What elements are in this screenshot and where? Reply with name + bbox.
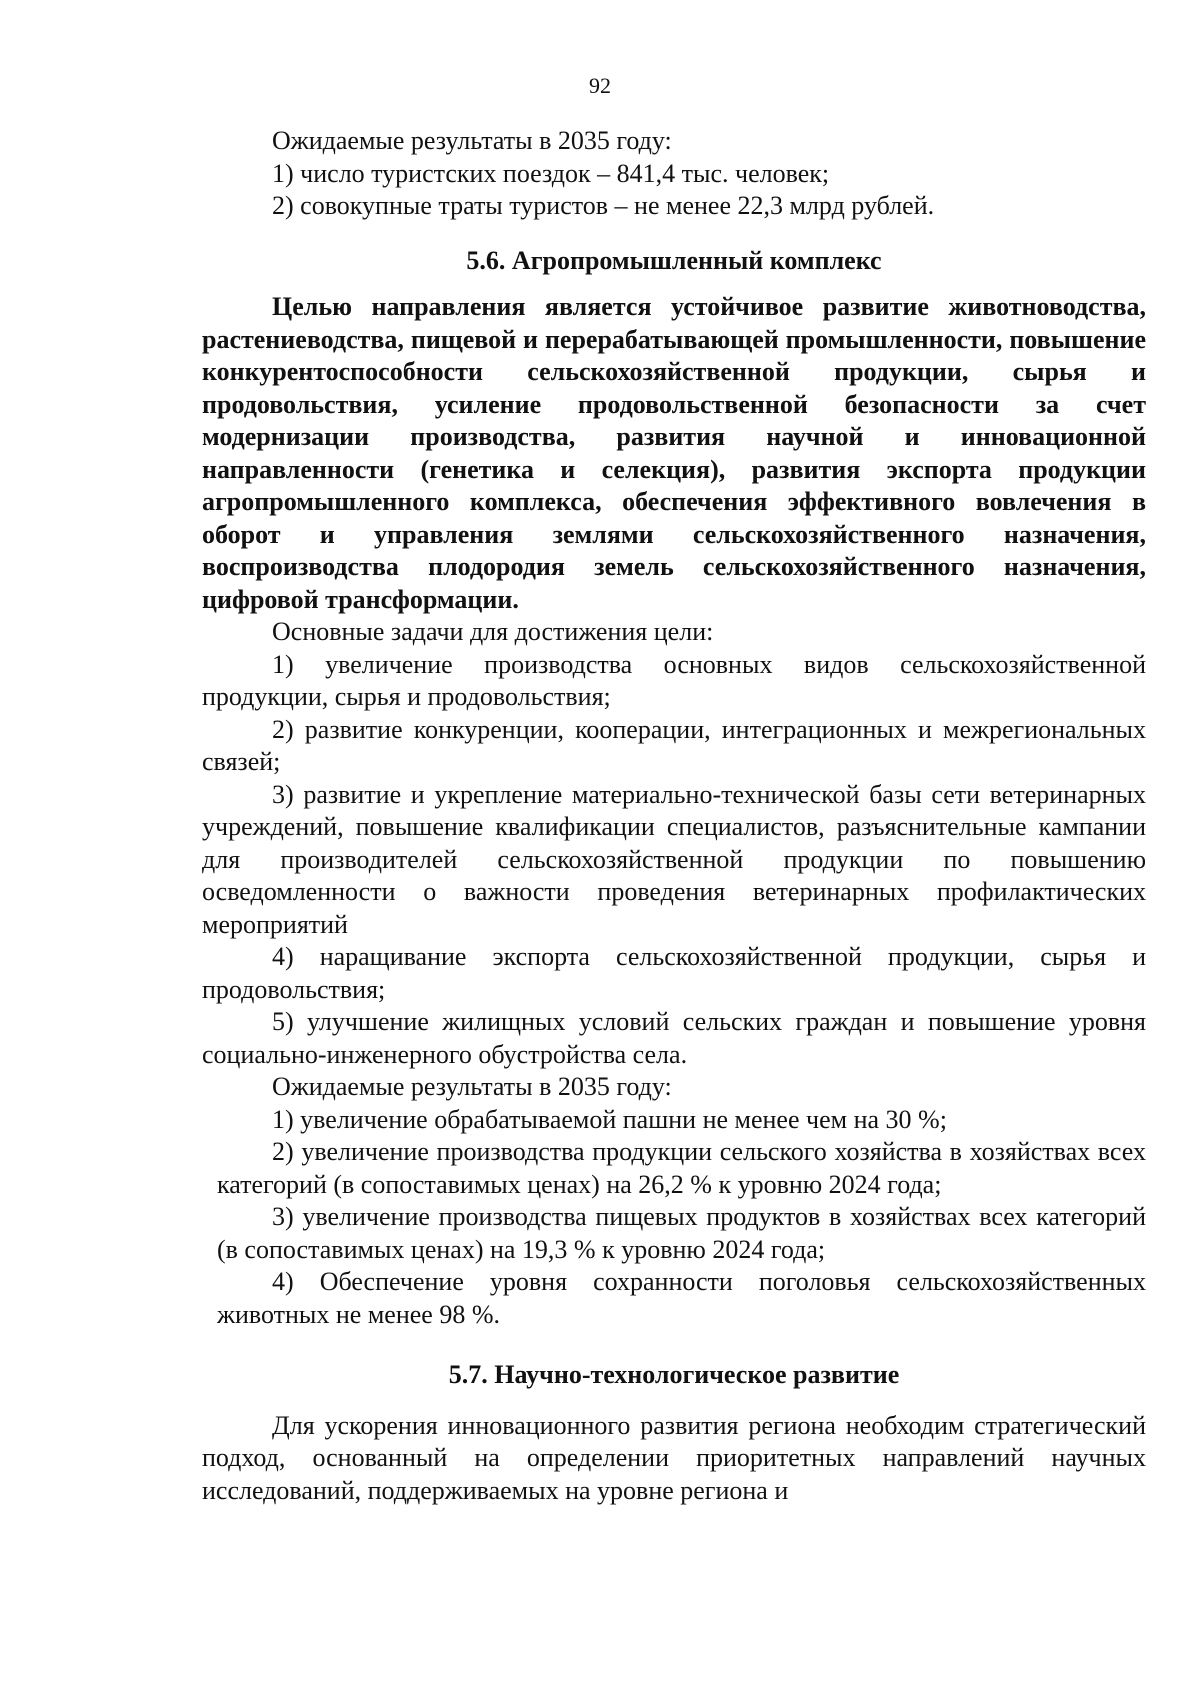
- tasks-title: Основные задачи для достижения цели:: [272, 617, 714, 646]
- list-item: 2) увеличение производства продукции сельского хозяйства в хозяйствах всех категорий (в сопоставимых ценах) на 26,2 % к уровню 2024 года;: [217, 1137, 1146, 1199]
- section-heading-science: 5.7. Научно-технологическое развитие: [448, 1360, 900, 1389]
- list-item: 3) увеличение производства пищевых продуктов в хозяйствах всех категорий (в сопоставимых ценах) на 19,3 % к уровню 2024 года;: [217, 1202, 1146, 1264]
- document-body: [202, 125, 1146, 1507]
- science-intro-paragraph: Для ускорения инновационного развития региона необходим стратегический подход, основанный на определении приоритетных направлений научных исследований, поддерживаемых на уровне региона и: [202, 1410, 1146, 1505]
- expected-results-title: Ожидаемые результаты в 2035 году:: [272, 1072, 672, 1101]
- list-item: 1) увеличение производства основных видов сельскохозяйственной продукции, сырья и продовольствия;: [202, 649, 1146, 711]
- list-item: 1) увеличение обрабатываемой пашни не менее чем на 30 %;: [272, 1104, 947, 1134]
- tourism-expected-results: [202, 125, 1146, 223]
- list-item: 5) улучшение жилищных условий сельских граждан и повышение уровня социально-инженерного обустройства села.: [202, 1007, 1146, 1069]
- list-item: 4) наращивание экспорта сельскохозяйственной продукции, сырья и продовольствия;: [202, 942, 1146, 1004]
- expected-results-title: Ожидаемые результаты в 2035 году:: [272, 126, 672, 155]
- list-item: 2) развитие конкуренции, кооперации, интеграционных и межрегиональных связей;: [202, 714, 1146, 776]
- page-number: 92: [589, 73, 611, 98]
- goal-paragraph: Целью направления является устойчивое развитие животноводства, растениеводства, пищевой и перерабатывающей промышленности, повышение конкурентоспособности сельскохозяйственной продукции, сырья и продовольствия, усиление продовольственной безопасности за счет модернизации производства, развития научной и инновационной направленности (генетика и селекция), развития экспорта продукции агропромышленного комплекса, обеспечения эффективного вовлечения в оборот и управления землями сельскохозяйственного назначения, воспроизводства плодородия земель сельскохозяйственного назначения, цифровой трансформации.: [202, 292, 1146, 614]
- list-item: 1) число туристских поездок – 841,4 тыс. человек;: [272, 158, 830, 188]
- section-heading-agro: 5.6. Агропромышленный комплекс: [466, 245, 882, 275]
- list-item: 3) развитие и укрепление материально-технической базы сети ветеринарных учреждений, повышение квалификации специалистов, разъяснительные кампании для производителей сельскохозяйственной продукции по повышению осведомленности о важности проведения ветеринарных профилактических мероприятий: [202, 779, 1146, 939]
- list-item: 4) Обеспечение уровня сохранности поголовья сельскохозяйственных животных не менее 98 %.: [217, 1267, 1146, 1329]
- list-item: 2) совокупные траты туристов – не менее 22,3 млрд рублей.: [272, 191, 935, 220]
